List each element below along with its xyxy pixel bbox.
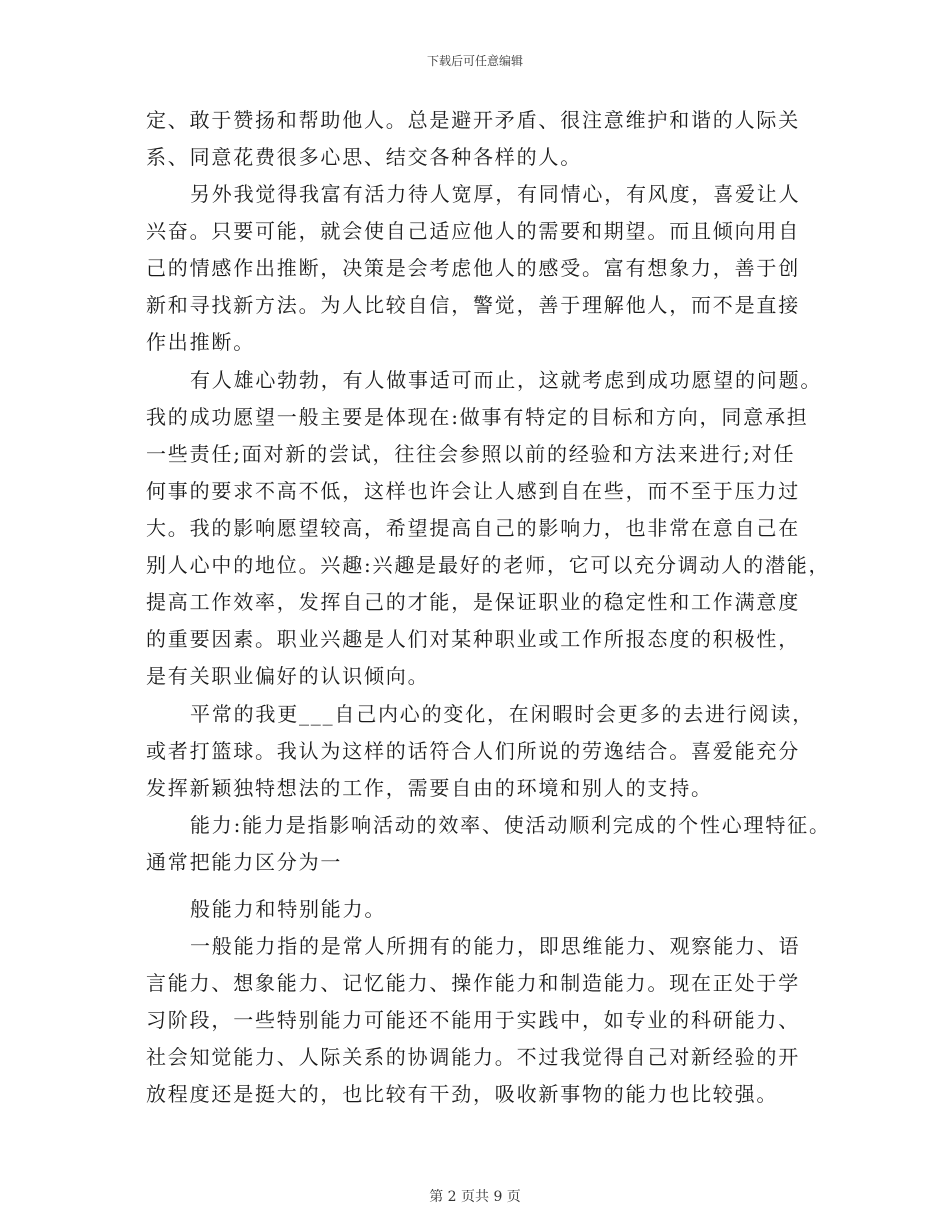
paragraph-start: 一般能力指的是常人所拥有的能力，即思维能力、观察能力、语	[190, 934, 801, 958]
text-line: 或者打篮球。我认为这样的话符合人们所说的劳逸结合。喜爱能充分	[146, 739, 800, 763]
text-line: 言能力、想象能力、记忆能力、操作能力和制造能力。现在正处于学	[146, 971, 800, 995]
text-line: 系、同意花费很多心思、结交各种各样的人。	[146, 145, 582, 169]
text-line: 习阶段，一些特别能力可能还不能用于实践中，如专业的科研能力、	[146, 1008, 800, 1032]
text-line: 何事的要求不高不低，这样也许会让人感到自在些，而不至于压力过	[146, 479, 800, 503]
text-line: 己的情感作出推断，决策是会考虑他人的感受。富有想象力，善于创	[146, 256, 800, 280]
paragraph-start: 平常的我更___自己内心的变化，在闲暇时会更多的去进行阅读，	[190, 702, 814, 726]
text-line: 提高工作效率，发挥自己的才能，是保证职业的稳定性和工作满意度	[146, 590, 800, 614]
paragraph-start: 能力:能力是指影响活动的效率、使活动顺利完成的个性心理特征。	[190, 813, 831, 837]
paragraph-start: 般能力和特别能力。	[190, 897, 387, 921]
text-line: 发挥新颖独特想法的工作，需要自由的环境和别人的支持。	[146, 776, 713, 800]
text-line: 作出推断。	[146, 330, 255, 354]
text-line: 一些责任;面对新的尝试，往往会参照以前的经验和方法来进行;对任	[146, 442, 796, 466]
text-line: 大。我的影响愿望较高，希望提高自己的影响力，也非常在意自己在	[146, 516, 800, 540]
page-header: 下载后可任意编辑	[426, 54, 523, 68]
paragraph-start: 有人雄心勃勃，有人做事适可而止，这就考虑到成功愿望的问题。	[190, 368, 823, 392]
text-line: 是有关职业偏好的认识倾向。	[146, 664, 430, 688]
text-line: 社会知觉能力、人际关系的协调能力。不过我觉得自己对新经验的开	[146, 1045, 800, 1069]
paragraph-start: 另外我觉得我富有活力待人宽厚，有同情心，有风度，喜爱让人	[190, 182, 801, 206]
text-line: 定、敢于赞扬和帮助他人。总是避开矛盾、很注意维护和谐的人际关	[146, 108, 800, 132]
text-line: 别人心中的地位。兴趣:兴趣是最好的老师，它可以充分调动人的潜能，	[146, 553, 831, 577]
text-line: 新和寻找新方法。为人比较自信，警觉，善于理解他人，而不是直接	[146, 293, 800, 317]
text-line: 通常把能力区分为一	[146, 850, 343, 874]
text-line: 放程度还是挺大的，也比较有干劲，吸收新事物的能力也比较强。	[146, 1082, 779, 1106]
page-footer: 第 2 页共 9 页	[429, 1189, 521, 1205]
text-line: 我的成功愿望一般主要是体现在:做事有特定的目标和方向，同意承担	[146, 405, 809, 429]
text-line: 兴奋。只要可能，就会使自己适应他人的需要和期望。而且倾向用自	[146, 219, 800, 243]
text-line: 的重要因素。职业兴趣是人们对某种职业或工作所报态度的积极性，	[146, 627, 800, 651]
